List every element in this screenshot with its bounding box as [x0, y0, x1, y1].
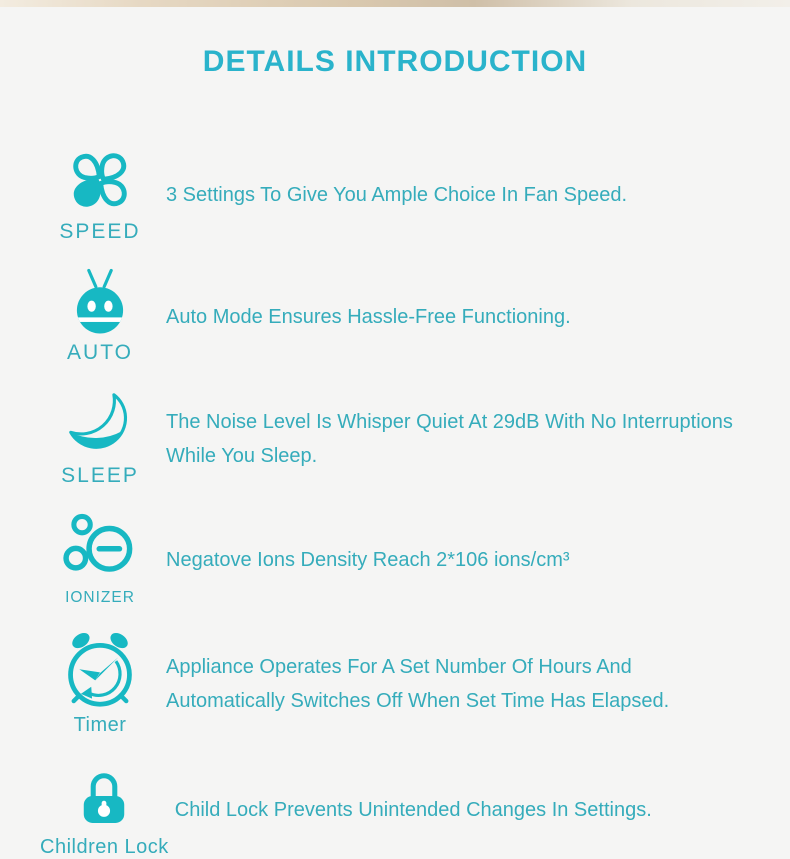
ionizer-icon: [61, 512, 139, 584]
feature-icon-box: [40, 512, 160, 607]
feature-label: AUTO: [67, 341, 133, 364]
feature-row-children-lock: [0, 761, 790, 859]
padlock-icon: [75, 761, 133, 831]
feature-icon-box: [40, 268, 160, 365]
page-title: DETAILS INTRODUCTION: [202, 45, 588, 78]
feature-label: SPEED: [59, 220, 141, 243]
text-line: The Noise Level Is Whisper Quiet At 29dB With No Interruptions: [166, 410, 733, 433]
feature-text: [166, 300, 790, 334]
feature-text: [175, 793, 790, 827]
fan-icon: [65, 145, 135, 215]
feature-icon-box: [40, 389, 160, 488]
moon-icon: [68, 389, 132, 459]
text-line: While You Sleep.: [166, 444, 318, 467]
feature-text: [166, 543, 790, 577]
feature-row-ionizer: [0, 512, 790, 607]
feature-icon-box: [40, 761, 169, 859]
feature-row-sleep: [0, 389, 790, 488]
text-line: Negatove Ions Density Reach 2*106 ions/cm³: [166, 548, 570, 571]
feature-icon-box: [40, 631, 160, 737]
feature-row-timer: [0, 631, 790, 737]
text-line: Appliance Operates For A Set Number Of Hours And: [166, 656, 632, 678]
feature-label: SLEEP: [61, 464, 139, 487]
robot-icon: [65, 268, 135, 336]
text-line: Child Lock Prevents Unintended Changes In Settings.: [174, 799, 652, 821]
feature-text: [166, 178, 790, 212]
feature-label: Children Lock: [40, 836, 169, 858]
feature-text: [166, 405, 790, 473]
feature-row-speed: [0, 145, 790, 244]
feature-label: Timer: [73, 714, 127, 736]
feature-label: IONIZER: [65, 589, 135, 606]
features-list: [0, 145, 790, 859]
feature-text: [166, 650, 790, 718]
text-line: 3 Settings To Give You Ample Choice In Fan Speed.: [166, 183, 628, 206]
feature-icon-box: [40, 145, 160, 244]
feature-row-auto: [0, 268, 790, 365]
top-banner-edge: [0, 0, 790, 7]
alarm-clock-icon: [60, 631, 140, 709]
text-line: Auto Mode Ensures Hassle-Free Functioning.: [166, 305, 571, 328]
text-line: Automatically Switches Off When Set Time Has Elapsed.: [166, 690, 670, 712]
